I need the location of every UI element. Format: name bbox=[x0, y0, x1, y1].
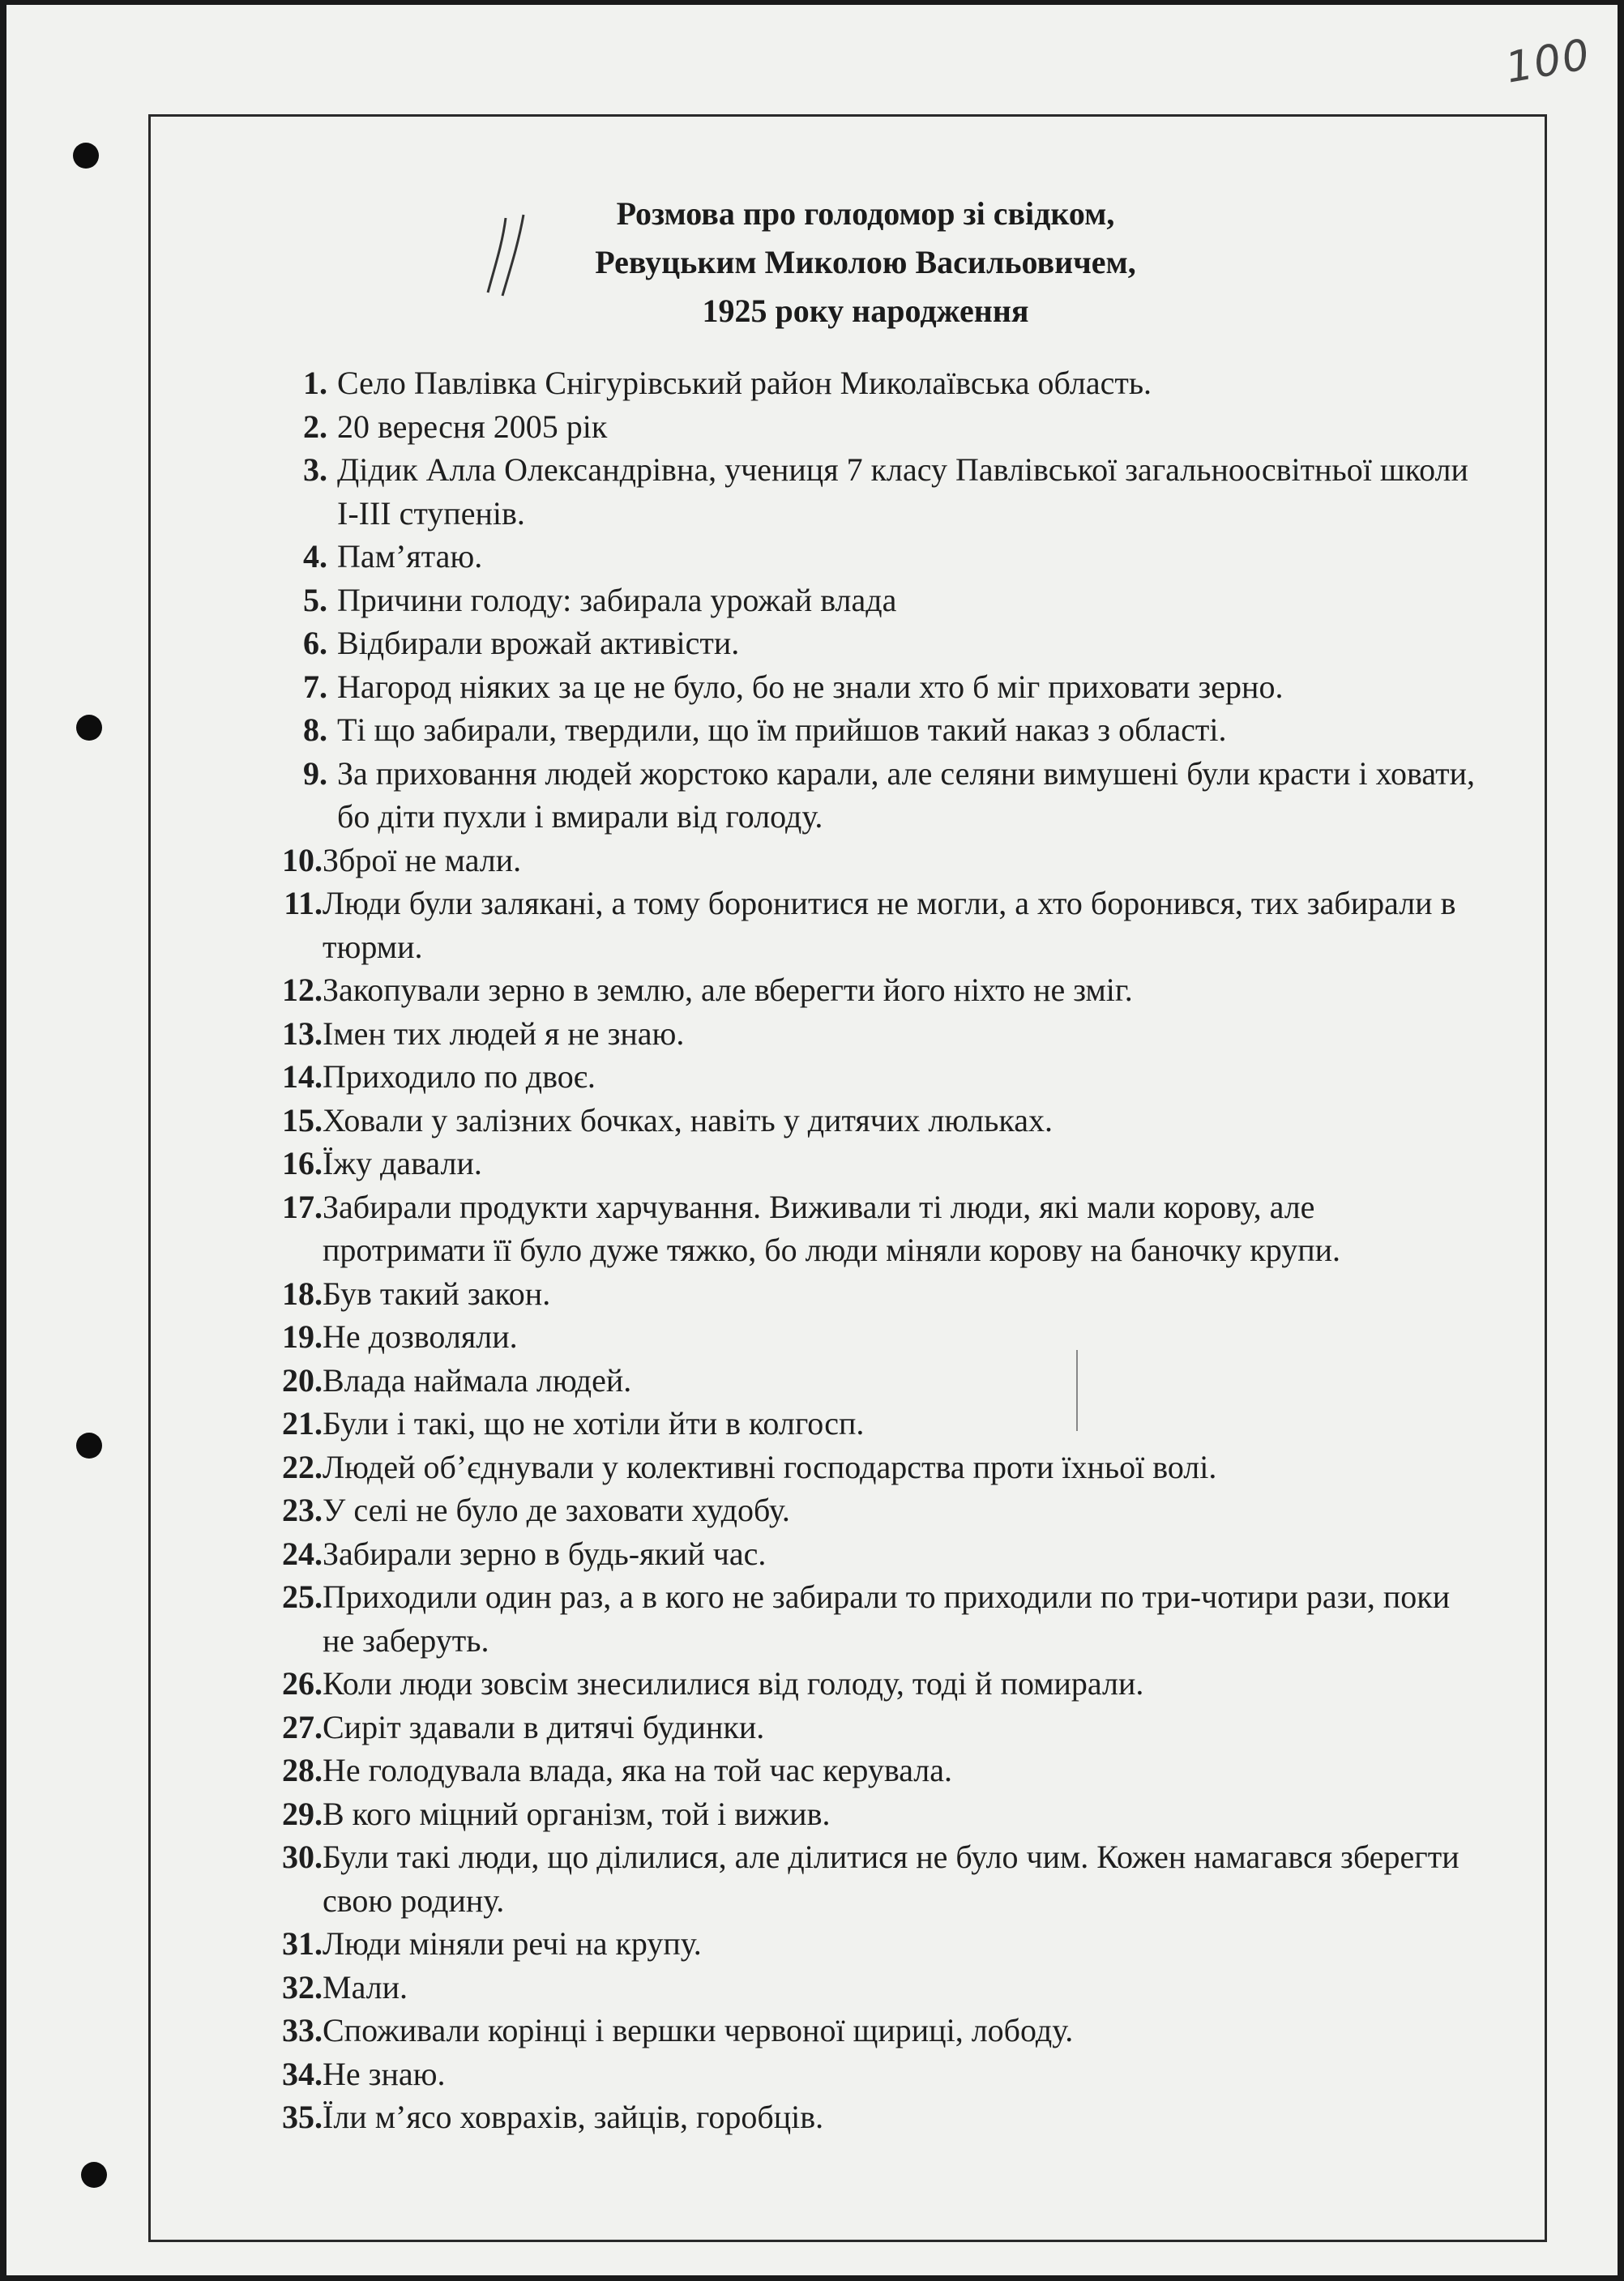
item-number: 26. bbox=[282, 1665, 323, 1702]
list-item bbox=[250, 1575, 1514, 1662]
list-item bbox=[250, 1706, 1514, 1749]
list-item bbox=[250, 448, 1514, 535]
list-item bbox=[250, 1489, 1514, 1532]
item-text: Нагород ніяких за це не було, бо не знали хто б міг приховати зерно. bbox=[337, 668, 1284, 705]
item-number: 25. bbox=[282, 1578, 323, 1615]
item-number: 10. bbox=[282, 841, 323, 878]
item-text: Мали. bbox=[323, 1968, 408, 2005]
punch-hole bbox=[73, 143, 99, 169]
list-item bbox=[250, 2095, 1514, 2139]
item-number: 14. bbox=[282, 1058, 323, 1095]
item-number: 17. bbox=[282, 1188, 323, 1225]
handwritten-page-number: 100 bbox=[1502, 30, 1595, 93]
item-text: Людей об’єднували у колективні господарства проти їхньої волі. bbox=[323, 1448, 1217, 1485]
item-number: 6. bbox=[303, 625, 327, 661]
item-text: У селі не було де заховати худобу. bbox=[323, 1492, 790, 1528]
item-text: Їли м’ясо ховрахів, зайців, горобців. bbox=[323, 2099, 824, 2135]
item-text: Село Павлівка Снігурівський район Миколаївська область. bbox=[337, 365, 1152, 401]
item-number: 4. bbox=[303, 538, 327, 575]
punch-hole bbox=[76, 715, 102, 741]
list-item bbox=[250, 1315, 1514, 1359]
title-line: Ревуцьким Миколою Васильовичем, bbox=[595, 244, 1136, 280]
item-number: 22. bbox=[282, 1448, 323, 1485]
item-text: Люди були залякані, а тому боронитися не могли, а хто боронився, тих забирали в тюрми. bbox=[323, 885, 1456, 965]
item-text: Були такі люди, що ділилися, але ділитися не було чим. Кожен намагався зберегти свою родину. bbox=[323, 1839, 1459, 1919]
item-number: 7. bbox=[303, 668, 327, 705]
item-text: Дідик Алла Олександрівна, учениця 7 класу Павлівської загальноосвітньої школи І-ІІІ ступенів. bbox=[337, 451, 1468, 532]
item-number: 28. bbox=[282, 1752, 323, 1788]
list-item bbox=[250, 1966, 1514, 2010]
list-item bbox=[250, 1792, 1514, 1836]
list-item bbox=[250, 1835, 1514, 1922]
list-item bbox=[250, 1142, 1514, 1185]
item-number: 16. bbox=[282, 1145, 323, 1181]
item-text: Були і такі, що не хотіли йти в колгосп. bbox=[323, 1405, 865, 1442]
list-item bbox=[250, 665, 1514, 709]
item-number: 27. bbox=[282, 1708, 323, 1745]
item-text: Забирали продукти харчування. Виживали ті люди, які мали корову, але протримати її було дуже тяжко, бо люди міняли корову на баночку крупи. bbox=[323, 1188, 1341, 1268]
item-text: Влада наймала людей. bbox=[323, 1361, 632, 1399]
list-item bbox=[250, 1532, 1514, 1576]
item-number: 31. bbox=[282, 1925, 323, 1962]
item-text: Імен тих людей я не знаю. bbox=[323, 1014, 685, 1052]
list-item bbox=[250, 535, 1514, 579]
list-item bbox=[250, 1272, 1514, 1316]
item-number: 12. bbox=[282, 972, 323, 1008]
list-item bbox=[250, 1185, 1514, 1272]
list-item bbox=[250, 1446, 1514, 1489]
item-text: Люди міняли речі на крупу. bbox=[323, 1925, 702, 1962]
item-number: 21. bbox=[282, 1405, 323, 1442]
item-text: Не голодувала влада, яка на той час керувала. bbox=[323, 1752, 953, 1788]
item-number: 24. bbox=[282, 1535, 323, 1572]
item-number: 34. bbox=[282, 2055, 323, 2092]
item-text: Коли люди зовсім знесилилися від голоду, тоді й помирали. bbox=[323, 1665, 1144, 1702]
item-number: 1. bbox=[303, 365, 327, 401]
list-item bbox=[250, 708, 1514, 752]
item-number: 3. bbox=[303, 451, 327, 488]
item-number: 18. bbox=[282, 1275, 323, 1312]
item-number: 19. bbox=[282, 1318, 323, 1355]
item-number: 32. bbox=[282, 1968, 323, 2005]
item-text: Не дозволяли. bbox=[323, 1318, 518, 1355]
list-item bbox=[250, 1749, 1514, 1792]
list-item bbox=[250, 1055, 1514, 1099]
list-item bbox=[250, 1922, 1514, 1966]
list-item bbox=[250, 1099, 1514, 1143]
punch-hole bbox=[76, 1433, 102, 1459]
item-text: Закопували зерно в землю, але вберегти його ніхто не зміг. bbox=[323, 972, 1133, 1008]
list-item bbox=[250, 839, 1514, 882]
list-item bbox=[250, 1359, 1514, 1403]
title-line: 1925 року народження bbox=[702, 293, 1029, 329]
item-text: Забирали зерно в будь-який час. bbox=[323, 1535, 767, 1572]
item-number: 13. bbox=[282, 1014, 323, 1052]
item-text: Був такий закон. bbox=[323, 1275, 551, 1312]
list-item bbox=[250, 579, 1514, 622]
item-text: Відбирали врожай активісти. bbox=[337, 625, 740, 661]
list-item bbox=[250, 752, 1514, 839]
item-number: 30. bbox=[282, 1839, 323, 1875]
item-number: 33. bbox=[282, 2012, 323, 2048]
list-item bbox=[250, 1402, 1514, 1446]
item-text: За приховання людей жорстоко карали, але селяни вимушені були красти і ховати, бо діти пухли і вмирали від голоду. bbox=[337, 754, 1476, 835]
answer-list bbox=[250, 361, 1514, 2139]
list-item bbox=[250, 405, 1514, 449]
item-text: Не знаю. bbox=[323, 2055, 446, 2092]
item-text: Приходило по двоє. bbox=[323, 1058, 596, 1095]
list-item bbox=[250, 1662, 1514, 1706]
item-text: Пам’ятаю. bbox=[337, 538, 483, 575]
item-text: Сиріт здавали в дитячі будинки. bbox=[323, 1708, 765, 1745]
item-number: 9. bbox=[303, 754, 327, 792]
item-number: 29. bbox=[282, 1795, 323, 1832]
item-number: 20. bbox=[282, 1361, 323, 1399]
item-text: 20 вересня 2005 рік bbox=[337, 408, 608, 445]
item-text: Ховали у залізних бочках, навіть у дитячих люльках. bbox=[323, 1101, 1053, 1138]
list-item bbox=[250, 2052, 1514, 2096]
title-line: Розмова про голодомор зі свідком, bbox=[616, 195, 1115, 232]
item-text: Споживали корінці і вершки червоної щириці, лободу. bbox=[323, 2012, 1074, 2048]
item-text: В кого міцний організм, той і вижив. bbox=[323, 1795, 831, 1832]
list-item bbox=[250, 2009, 1514, 2052]
list-item bbox=[250, 622, 1514, 665]
list-item bbox=[250, 361, 1514, 405]
punch-hole bbox=[81, 2162, 107, 2188]
item-text: Причини голоду: забирала урожай влада bbox=[337, 581, 897, 618]
item-number: 5. bbox=[303, 581, 327, 618]
list-item bbox=[250, 882, 1514, 968]
item-number: 2. bbox=[303, 408, 327, 445]
item-text: Приходили один раз, а в кого не забирали то приходили по три-чотири рази, поки не заберуть. bbox=[323, 1578, 1451, 1659]
item-number: 15. bbox=[282, 1101, 323, 1138]
item-number: 11. bbox=[284, 885, 323, 921]
document-page bbox=[6, 5, 1618, 2275]
item-number: 23. bbox=[282, 1492, 323, 1528]
item-text: Ті що забирали, твердили, що їм прийшов такий наказ з області. bbox=[337, 711, 1227, 748]
list-item bbox=[250, 1012, 1514, 1056]
item-text: Їжу давали. bbox=[323, 1145, 482, 1181]
item-number: 35. bbox=[282, 2099, 323, 2135]
document-title bbox=[420, 190, 1311, 335]
list-item bbox=[250, 968, 1514, 1012]
item-text: Зброї не мали. bbox=[323, 841, 522, 878]
item-number: 8. bbox=[303, 711, 327, 748]
